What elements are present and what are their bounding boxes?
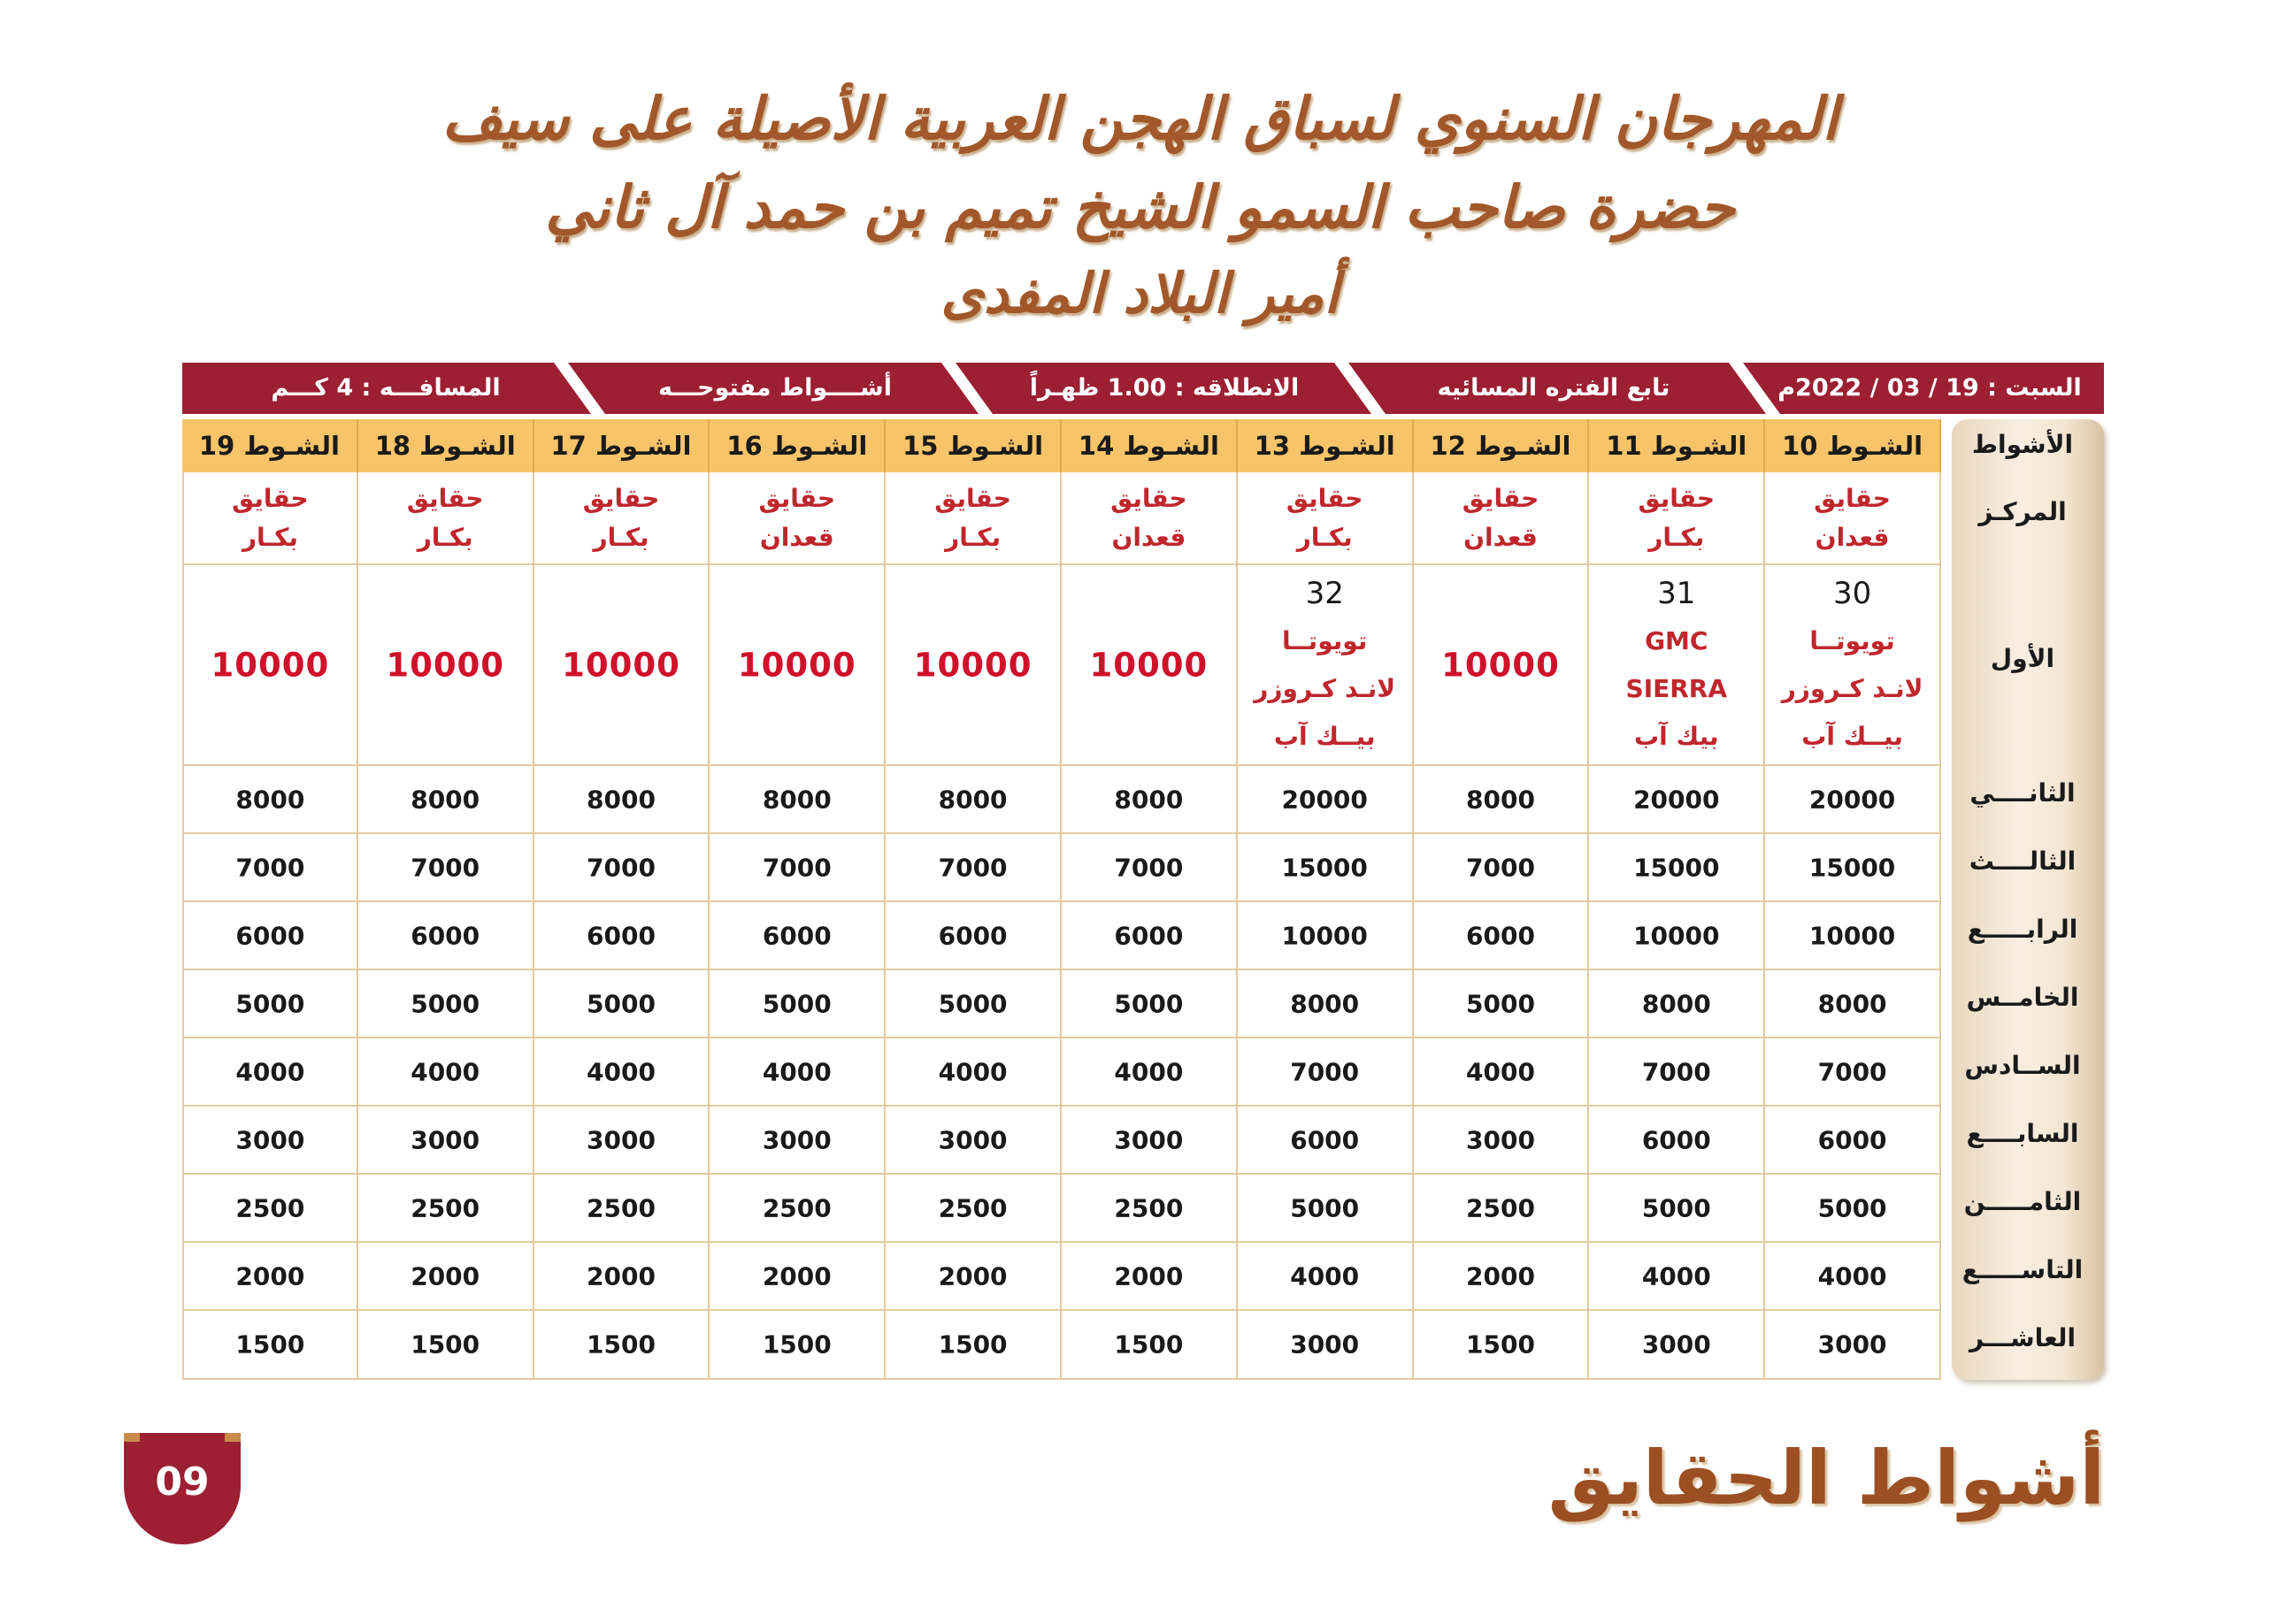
prize-cell	[1765, 902, 1941, 970]
prize-cell	[1414, 902, 1590, 970]
prize-amount: 6000	[1641, 1125, 1711, 1154]
race-header: الشـوط 13	[1238, 419, 1414, 472]
prize-cell	[1238, 902, 1414, 970]
race-center-text	[184, 479, 357, 557]
prize-cell	[1414, 1175, 1590, 1243]
prize-cell	[358, 970, 534, 1038]
prize-cell	[1414, 1107, 1590, 1175]
prize-amount: 20000	[1808, 785, 1896, 814]
race-camel-type: بكـار	[242, 522, 298, 552]
race-header: الشـوط 17	[534, 419, 710, 472]
prize-amount: 2500	[1114, 1193, 1184, 1222]
prize-amount: 3000	[1641, 1329, 1711, 1360]
race-center-cell	[1414, 472, 1590, 565]
prize-cell	[182, 902, 358, 970]
first-prize-car-line-2: لانـد كـروزر	[1781, 673, 1923, 703]
prize-amount: 10000	[1281, 921, 1368, 950]
row-label-eighth: الثامـــــن	[1963, 1187, 2082, 1216]
first-prize-car-line-1: GMC	[1645, 625, 1708, 655]
prize-cell	[1238, 1311, 1414, 1380]
prize-amount: 6000	[587, 921, 656, 950]
race-first-prize-cell	[1238, 565, 1414, 766]
first-prize-amount: 10000	[737, 646, 856, 684]
first-prize-amount: 10000	[386, 646, 505, 684]
prize-cell	[1062, 766, 1238, 834]
race-header: الشـوط 14	[1062, 419, 1238, 472]
first-prize-car-line-3: بيــك آب	[1273, 721, 1376, 751]
info-open-races: أشــــواط مفتوحـــه	[658, 374, 892, 402]
row-label-ninth: التاســـــع	[1961, 1255, 2084, 1284]
race-category: حقايق	[758, 483, 836, 513]
race-category: حقايق	[232, 483, 309, 513]
race-center-text	[1414, 479, 1588, 557]
prize-amount: 1500	[587, 1329, 656, 1360]
prize-amount: 5000	[587, 989, 656, 1018]
prize-amount: 3000	[1114, 1125, 1184, 1154]
prize-amount: 8000	[235, 785, 305, 814]
prize-cell	[1062, 1175, 1238, 1243]
prize-amount: 5000	[762, 989, 832, 1018]
prize-cell	[1414, 834, 1590, 902]
race-center-cell	[1238, 472, 1414, 565]
race-category: حقايق	[1814, 483, 1891, 513]
prize-amount: 1500	[938, 1329, 1008, 1360]
race-center-text	[1589, 479, 1763, 557]
prize-cell	[358, 1243, 534, 1311]
first-prize-amount: 10000	[562, 646, 680, 684]
prize-amount: 3000	[235, 1125, 305, 1154]
prize-cell	[534, 902, 710, 970]
prize-cell	[534, 766, 710, 834]
info-band	[182, 363, 2104, 414]
race-center-text	[710, 479, 884, 557]
first-prize-car-line-1: تويوتــا	[1282, 625, 1368, 655]
first-prize-car-line-2: SIERRA	[1625, 673, 1728, 703]
prize-cell	[710, 834, 886, 902]
first-prize-car-line-3: بيك آب	[1634, 721, 1719, 751]
row-label-fourth: الرابـــــع	[1967, 915, 2078, 944]
race-first-prize-cell	[1765, 565, 1941, 766]
info-date: السبت : 19 / 03 / 2022م	[1777, 374, 2082, 402]
prize-amount: 4000	[938, 1057, 1008, 1086]
prize-amount: 4000	[1466, 1057, 1535, 1086]
prize-cell	[1414, 766, 1590, 834]
race-first-prize	[184, 646, 357, 684]
prize-amount: 1500	[1466, 1329, 1535, 1360]
prize-amount: 2000	[762, 1261, 832, 1291]
prize-cell	[358, 766, 534, 834]
prize-amount: 8000	[938, 785, 1008, 814]
first-prize-car-number: 31	[1657, 575, 1696, 611]
info-distance: المسافـــه : 4 كـــم	[271, 374, 501, 402]
prize-amount: 5000	[1466, 989, 1535, 1018]
prize-amount: 4000	[1114, 1057, 1184, 1086]
race-first-prize-cell	[1589, 565, 1765, 766]
prize-cell	[182, 834, 358, 902]
prize-cell	[1765, 1038, 1941, 1107]
prize-cell	[1765, 970, 1941, 1038]
race-center-cell	[886, 472, 1062, 565]
race-camel-type: قعدان	[1111, 522, 1186, 552]
row-label-center: المركـز	[1978, 497, 2067, 526]
race-header: الشـوط 11	[1589, 419, 1765, 472]
prize-table	[182, 419, 2104, 1380]
prize-cell	[1238, 1038, 1414, 1107]
prize-amount: 6000	[938, 921, 1008, 950]
race-first-prize	[886, 646, 1060, 684]
race-first-prize	[1238, 570, 1412, 761]
race-first-prize-cell	[710, 565, 886, 766]
prize-amount: 6000	[1817, 1125, 1887, 1154]
prize-cell	[534, 1311, 710, 1380]
prize-cell	[1589, 1107, 1765, 1175]
prize-cell	[710, 1038, 886, 1107]
prize-cell	[182, 1243, 358, 1311]
race-camel-type: بكـار	[945, 522, 1002, 552]
prize-amount: 8000	[762, 785, 832, 814]
prize-amount: 3000	[1817, 1329, 1887, 1360]
prize-amount: 8000	[1817, 989, 1887, 1018]
prize-amount: 20000	[1633, 785, 1720, 814]
first-prize-car-number: 32	[1305, 575, 1344, 611]
prize-cell	[886, 766, 1062, 834]
section-heading: أشواط الحقايق	[1547, 1435, 2105, 1521]
race-first-prize-cell	[886, 565, 1062, 766]
prize-cell	[1414, 1243, 1590, 1311]
prize-cell	[886, 1311, 1062, 1380]
race-first-prize	[1765, 570, 1939, 761]
prize-amount: 1500	[1114, 1329, 1184, 1360]
race-first-prize-cell	[358, 565, 534, 766]
prize-amount: 4000	[1817, 1261, 1887, 1291]
race-center-cell	[534, 472, 710, 565]
prize-amount: 6000	[762, 921, 832, 950]
race-center-text	[886, 479, 1060, 557]
prize-cell	[182, 1311, 358, 1380]
first-prize-car-line-1: تويوتــا	[1809, 625, 1895, 655]
race-camel-type: بكـار	[593, 522, 649, 552]
race-camel-type: بكـار	[1648, 522, 1705, 552]
prize-amount: 4000	[587, 1057, 656, 1086]
first-prize-amount: 10000	[211, 646, 330, 684]
race-header: الشـوط 10	[1765, 419, 1941, 472]
prize-cell	[1062, 902, 1238, 970]
prize-amount: 5000	[1817, 1193, 1887, 1222]
prize-cell	[1238, 766, 1414, 834]
prize-cell	[358, 1175, 534, 1243]
row-label-column	[1952, 419, 2104, 1380]
prize-cell	[1589, 1243, 1765, 1311]
prize-cell	[534, 1243, 710, 1311]
prize-cell	[1589, 902, 1765, 970]
prize-cell	[182, 766, 358, 834]
prize-amount: 8000	[1290, 989, 1360, 1018]
race-first-prize	[1062, 646, 1236, 684]
race-header: الشـوط 19	[182, 419, 358, 472]
race-camel-type: قعدان	[1463, 522, 1538, 552]
prize-amount: 1500	[235, 1329, 305, 1360]
page-title-line-1: المهرجان السنوي لسباق الهجن العربية الأصيلة على سيف	[441, 84, 1839, 153]
prize-amount: 2000	[1466, 1261, 1535, 1291]
prize-amount: 6000	[411, 921, 480, 950]
prize-amount: 7000	[1114, 853, 1184, 882]
first-prize-amount: 10000	[913, 646, 1033, 684]
prize-amount: 3000	[1290, 1329, 1360, 1360]
race-camel-type: بكـار	[417, 522, 473, 552]
first-prize-car-line-3: بيــك آب	[1801, 721, 1903, 751]
prize-cell	[710, 1243, 886, 1311]
prize-cell	[1765, 1107, 1941, 1175]
page-number: 09	[155, 1459, 210, 1505]
prize-cell	[182, 1175, 358, 1243]
prize-amount: 5000	[1114, 989, 1184, 1018]
row-label-third: الثالــــث	[1969, 846, 2077, 876]
prize-amount: 4000	[1641, 1261, 1711, 1291]
prize-cell	[358, 834, 534, 902]
prize-cell	[1765, 1243, 1941, 1311]
prize-cell	[534, 1175, 710, 1243]
prize-amount: 6000	[1466, 921, 1535, 950]
race-center-cell	[1062, 472, 1238, 565]
prize-cell	[1765, 1311, 1941, 1380]
race-first-prize-cell	[182, 565, 358, 766]
race-center-text	[1062, 479, 1236, 557]
prize-cell	[1414, 1038, 1590, 1107]
prize-cell	[1238, 834, 1414, 902]
race-header: الشـوط 18	[358, 419, 534, 472]
prize-amount: 4000	[411, 1057, 480, 1086]
prize-cell	[886, 970, 1062, 1038]
race-header: الشـوط 12	[1414, 419, 1590, 472]
prize-cell	[710, 1311, 886, 1380]
race-first-prize	[358, 646, 533, 684]
prize-cell	[182, 1107, 358, 1175]
info-period: تابع الفتره المسائيه	[1437, 374, 1670, 402]
prize-cell	[1062, 1243, 1238, 1311]
prize-cell	[358, 1038, 534, 1107]
prize-amount: 1500	[762, 1329, 832, 1360]
prize-cell	[886, 1107, 1062, 1175]
prize-cell	[710, 1175, 886, 1243]
prize-cell	[1589, 834, 1765, 902]
first-prize-amount: 10000	[1441, 646, 1560, 684]
race-category: حقايق	[1286, 483, 1363, 513]
race-category: حقايق	[1638, 483, 1716, 513]
prize-amount: 3000	[938, 1125, 1008, 1154]
race-camel-type: قعدان	[1815, 522, 1890, 552]
race-center-text	[1765, 479, 1939, 557]
race-center-cell	[358, 472, 534, 565]
race-first-prize-cell	[1062, 565, 1238, 766]
row-label-seventh: السابــــع	[1966, 1119, 2079, 1148]
prize-cell	[1765, 766, 1941, 834]
prize-cell	[710, 766, 886, 834]
race-header: الشـوط 15	[886, 419, 1062, 472]
prize-cell	[182, 970, 358, 1038]
prize-cell	[534, 1107, 710, 1175]
prize-amount: 7000	[411, 853, 480, 882]
prize-amount: 1500	[411, 1329, 480, 1360]
prize-amount: 7000	[1466, 853, 1535, 882]
prize-amount: 2500	[938, 1193, 1008, 1222]
prize-cell	[1062, 1038, 1238, 1107]
row-label-races: الأشواط	[1971, 430, 2074, 459]
prize-amount: 7000	[587, 853, 656, 882]
prize-amount: 3000	[762, 1125, 832, 1154]
race-first-prize-cell	[1414, 565, 1590, 766]
prize-amount: 2500	[587, 1193, 656, 1222]
prize-cell	[1414, 970, 1590, 1038]
prize-cell	[358, 1107, 534, 1175]
prize-cell	[886, 1175, 1062, 1243]
prize-amount: 8000	[1114, 785, 1184, 814]
race-first-prize	[1589, 570, 1763, 761]
row-label-sixth: الســادس	[1964, 1051, 2081, 1080]
prize-amount: 3000	[1466, 1125, 1535, 1154]
prize-amount: 15000	[1633, 853, 1720, 882]
prize-cell	[1238, 1243, 1414, 1311]
prize-amount: 4000	[762, 1057, 832, 1086]
prize-amount: 4000	[1290, 1261, 1360, 1291]
race-center-text	[534, 479, 709, 557]
race-center-text	[1238, 479, 1412, 557]
prize-amount: 6000	[1290, 1125, 1360, 1154]
prize-cell	[886, 1243, 1062, 1311]
prize-cell	[1062, 1107, 1238, 1175]
prize-cell	[710, 902, 886, 970]
prize-amount: 5000	[411, 989, 480, 1018]
race-first-prize-cell	[534, 565, 710, 766]
prize-cell	[886, 834, 1062, 902]
prize-cell	[534, 1038, 710, 1107]
prize-cell	[1062, 1311, 1238, 1380]
row-label-fifth: الخامــس	[1966, 983, 2079, 1012]
prize-amount: 7000	[938, 853, 1008, 882]
prize-amount: 8000	[1466, 785, 1535, 814]
prize-cell	[358, 1311, 534, 1380]
race-camel-type: بكـار	[1296, 522, 1353, 552]
prize-amount: 2000	[1114, 1261, 1184, 1291]
prize-amount: 7000	[235, 853, 305, 882]
prize-amount: 10000	[1633, 921, 1720, 950]
prize-amount: 2000	[587, 1261, 656, 1291]
prize-amount: 5000	[235, 989, 305, 1018]
race-center-cell	[1765, 472, 1941, 565]
race-first-prize	[710, 646, 884, 684]
race-center-cell	[182, 472, 358, 565]
prize-amount: 3000	[411, 1125, 480, 1154]
prize-cell	[1765, 834, 1941, 902]
race-first-prize	[1414, 646, 1588, 684]
prize-cell	[710, 970, 886, 1038]
first-prize-car-line-2: لانـد كـروزر	[1254, 673, 1396, 703]
race-center-cell	[1589, 472, 1765, 565]
prize-amount: 15000	[1808, 853, 1896, 882]
race-category: حقايق	[934, 483, 1011, 513]
prize-cell	[358, 902, 534, 970]
prize-amount: 5000	[1641, 1193, 1711, 1222]
prize-cell	[886, 902, 1062, 970]
race-category: حقايق	[406, 483, 484, 513]
prize-amount: 5000	[1290, 1193, 1360, 1222]
prize-cell	[1238, 1107, 1414, 1175]
prize-cell	[182, 1038, 358, 1107]
first-prize-amount: 10000	[1089, 646, 1209, 684]
race-category: حقايق	[1462, 483, 1539, 513]
prize-amount: 6000	[1114, 921, 1184, 950]
prize-cell	[1589, 970, 1765, 1038]
race-first-prize	[534, 646, 709, 684]
prize-amount: 7000	[762, 853, 832, 882]
race-category: حقايق	[1110, 483, 1187, 513]
first-prize-car-number: 30	[1832, 575, 1872, 611]
page-title-line-2: حضرة صاحب السمو الشيخ تميم بن حمد آل ثاني	[545, 172, 1735, 241]
prize-amount: 7000	[1817, 1057, 1887, 1086]
prize-amount: 8000	[587, 785, 656, 814]
prize-amount: 8000	[1641, 989, 1711, 1018]
prize-cell	[1414, 1311, 1590, 1380]
page-title-line-3: أمير البلاد المفدى	[940, 261, 1340, 326]
prize-cell	[534, 970, 710, 1038]
prize-cell	[710, 1107, 886, 1175]
race-center-text	[358, 479, 533, 557]
prize-amount: 15000	[1281, 853, 1368, 882]
prize-amount: 2000	[938, 1261, 1008, 1291]
prize-amount: 6000	[235, 921, 305, 950]
prize-cell	[1062, 834, 1238, 902]
prize-amount: 2000	[235, 1261, 305, 1291]
prize-amount: 2000	[411, 1261, 480, 1291]
prize-cell	[1589, 1311, 1765, 1380]
prize-amount: 7000	[1290, 1057, 1360, 1086]
info-start-time: الانطلاقه : 1.00 ظهـراً	[1029, 374, 1300, 402]
prize-amount: 3000	[587, 1125, 656, 1154]
prize-cell	[1238, 1175, 1414, 1243]
prize-cell	[1589, 1038, 1765, 1107]
row-label-first: الأول	[1990, 644, 2055, 673]
race-center-cell	[710, 472, 886, 565]
prize-amount: 5000	[938, 989, 1008, 1018]
prize-cell	[1765, 1175, 1941, 1243]
prize-amount: 7000	[1641, 1057, 1711, 1086]
prize-cell	[1062, 970, 1238, 1038]
prize-amount: 2500	[411, 1193, 480, 1222]
prize-amount: 10000	[1808, 921, 1896, 950]
prize-amount: 2500	[235, 1193, 305, 1222]
row-label-second: الثانــــي	[1969, 778, 2076, 808]
prize-cell	[1589, 1175, 1765, 1243]
race-camel-type: قعدان	[759, 522, 834, 552]
prize-amount: 8000	[411, 785, 480, 814]
prize-amount: 4000	[235, 1057, 305, 1086]
row-label-tenth: العاشـــر	[1969, 1323, 2077, 1352]
race-header: الشـوط 16	[710, 419, 886, 472]
prize-cell	[534, 834, 710, 902]
prize-cell	[1238, 970, 1414, 1038]
prize-amount: 2500	[1466, 1193, 1535, 1222]
prize-amount: 2500	[762, 1193, 832, 1222]
prize-cell	[886, 1038, 1062, 1107]
race-category: حقايق	[582, 483, 660, 513]
prize-cell	[1589, 766, 1765, 834]
prize-amount: 20000	[1281, 785, 1368, 814]
